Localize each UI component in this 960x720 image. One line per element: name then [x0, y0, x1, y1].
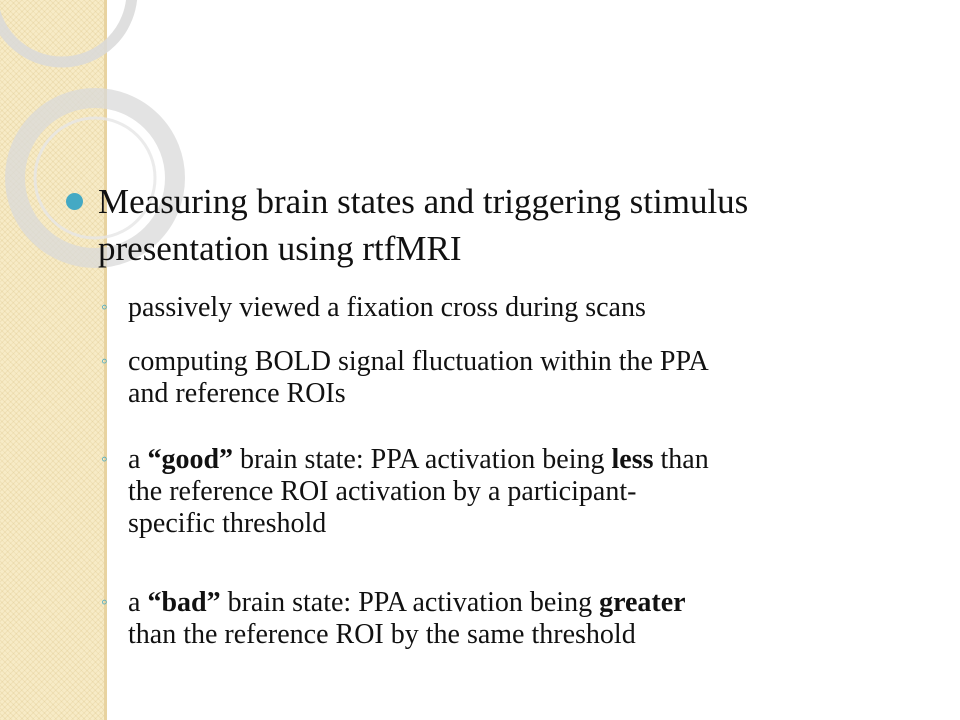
sub-bullet-text	[128, 587, 898, 651]
decorative-rings-icon	[0, 0, 260, 330]
sub-bullet-line: computing BOLD signal fluctuation within the PPA	[128, 346, 709, 377]
emphasis-bad: “bad”	[147, 587, 221, 618]
hollow-circle-bullet-icon: ◦	[101, 449, 108, 470]
hollow-circle-bullet-icon: ◦	[101, 351, 108, 372]
sub-bullet-line: specific threshold	[128, 508, 327, 539]
sub-bullet-line: passively viewed a fixation cross during scans	[128, 292, 646, 323]
text-run: brain state: PPA activation being	[233, 444, 612, 475]
sub-bullet-line: than the reference ROI by the same threshold	[128, 619, 636, 650]
sub-bullet-line	[128, 587, 898, 619]
sub-bullet-line: the reference ROI activation by a participant-	[128, 476, 637, 507]
sub-bullet-text	[128, 346, 898, 410]
hollow-circle-bullet-icon: ◦	[101, 592, 108, 613]
emphasis-greater: greater	[599, 587, 686, 618]
sub-bullet-line	[128, 444, 898, 476]
text-run: than	[653, 444, 709, 475]
sub-bullet-text	[128, 292, 898, 324]
text-run: a	[128, 444, 148, 475]
text-run: brain state: PPA activation being	[220, 587, 600, 618]
main-bullet-text	[98, 178, 918, 272]
sub-bullet-line: and reference ROIs	[128, 378, 346, 409]
main-bullet-line: Measuring brain states and triggering stimulus	[98, 182, 749, 221]
hollow-circle-bullet-icon: ◦	[101, 297, 108, 318]
emphasis-good: “good”	[147, 444, 234, 475]
sub-bullet-text	[128, 444, 898, 540]
main-bullet-line: presentation using rtfMRI	[98, 229, 462, 268]
emphasis-less: less	[611, 444, 654, 475]
text-run: a	[128, 587, 148, 618]
filled-circle-bullet-icon	[66, 193, 83, 210]
